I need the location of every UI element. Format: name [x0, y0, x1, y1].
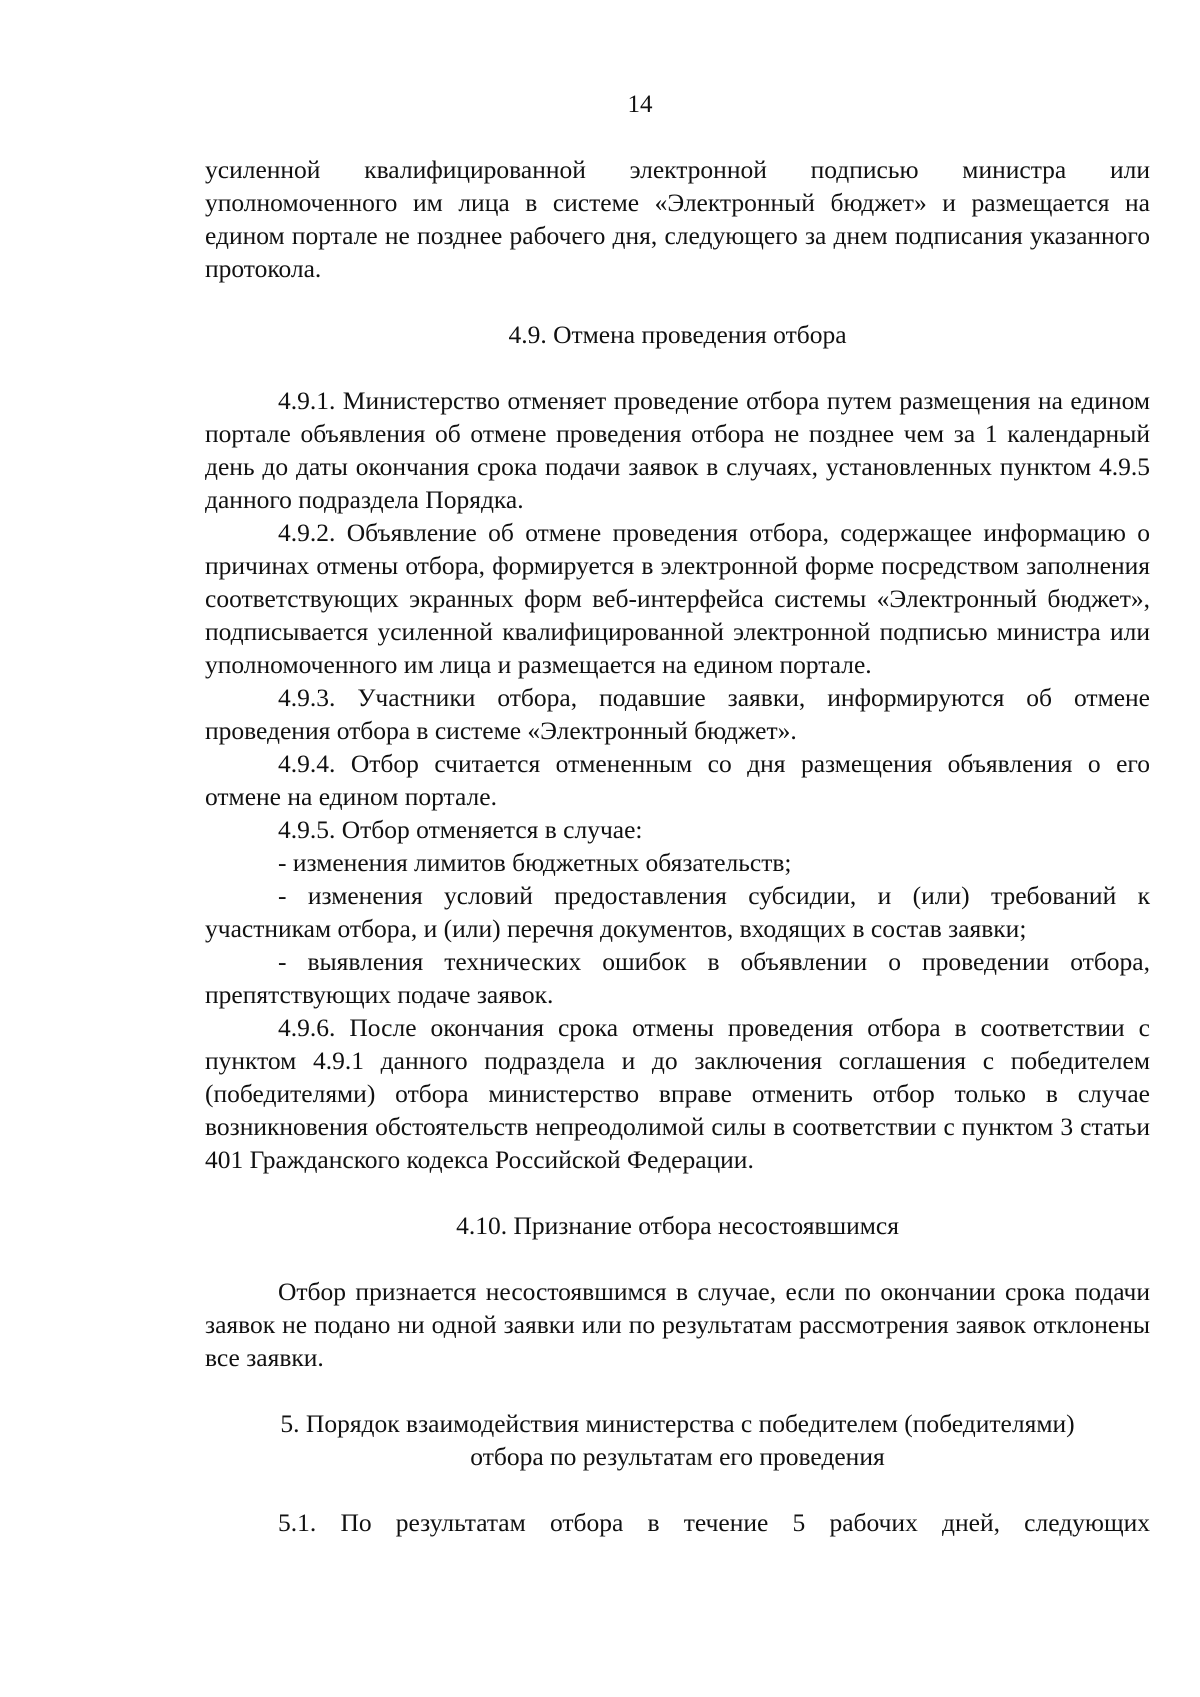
paragraph-4-9-2: 4.9.2. Объявление об отмене проведения отбора, содержащее информацию о причинах отмены отбора, формируется в электронной форме посредством заполнения соответствующих экранных форм веб-интерфейса системы «Электронный бюджет», подписывается усиленной квалифицированной электронной подписью министра или уполномоченного им лица и размещается на едином портале. [205, 518, 1150, 679]
section-4-10-heading: 4.10. Признание отбора несостоявшимся [456, 1211, 899, 1240]
case-item-2: - изменения условий предоставления субсидии, и (или) требований к участникам отбора, и (или) перечня документов, входящих в состав заявки; [205, 881, 1150, 943]
case-item-3: - выявления технических ошибок в объявлении о проведении отбора, препятствующих подаче заявок. [205, 947, 1150, 1009]
paragraph-4-9-5: 4.9.5. Отбор отменяется в случае: [278, 815, 643, 844]
document-body [205, 153, 1150, 1539]
paragraph-4-10: Отбор признается несостоявшимся в случае, если по окончании срока подачи заявок не подано ни одной заявки или по результатам рассмотрения заявок отклонены все заявки. [205, 1277, 1150, 1372]
paragraph-4-9-3: 4.9.3. Участники отбора, подавшие заявки, информируются об отмене проведения отбора в системе «Электронный бюджет». [205, 683, 1150, 745]
spacer [205, 1176, 1150, 1209]
case-item-1: - изменения лимитов бюджетных обязательств; [278, 848, 792, 877]
section-5-heading-line-2: отбора по результатам его проведения [470, 1442, 885, 1471]
paragraph-5-1: 5.1. По результатам отбора в течение 5 рабочих дней, следующих [278, 1508, 1150, 1537]
spacer [205, 1242, 1150, 1275]
spacer [205, 285, 1150, 318]
paragraph-4-9-1: 4.9.1. Министерство отменяет проведение отбора путем размещения на едином портале объявления об отмене проведения отбора не позднее чем за 1 календарный день до даты окончания срока подачи заявок в случаях, установленных пунктом 4.9.5 данного подраздела Порядка. [205, 386, 1150, 514]
paragraph-4-9-6: 4.9.6. После окончания срока отмены проведения отбора в соответствии с пунктом 4.9.1 данного подраздела и до заключения соглашения с победителем (победителями) отбора министерство вправе отменить отбор только в случае возникновения обстоятельств непреодолимой силы в соответствии с пунктом 3 статьи 401 Гражданского кодекса Российской Федерации. [205, 1013, 1150, 1174]
spacer [205, 1473, 1150, 1506]
spacer [205, 1374, 1150, 1407]
paragraph-4-9-4: 4.9.4. Отбор считается отмененным со дня размещения объявления о его отмене на едином портале. [205, 749, 1150, 811]
section-4-9-heading: 4.9. Отмена проведения отбора [508, 320, 847, 349]
intro-paragraph: усиленной квалифицированной электронной подписью министра или уполномоченного им лица в системе «Электронный бюджет» и размещается на едином портале не позднее рабочего дня, следующего за днем подписания указанного протокола. [205, 155, 1150, 283]
section-5-heading-line-1: 5. Порядок взаимодействия министерства с победителем (победителями) [280, 1409, 1075, 1438]
spacer [205, 351, 1150, 384]
page-number: 14 [627, 91, 653, 118]
